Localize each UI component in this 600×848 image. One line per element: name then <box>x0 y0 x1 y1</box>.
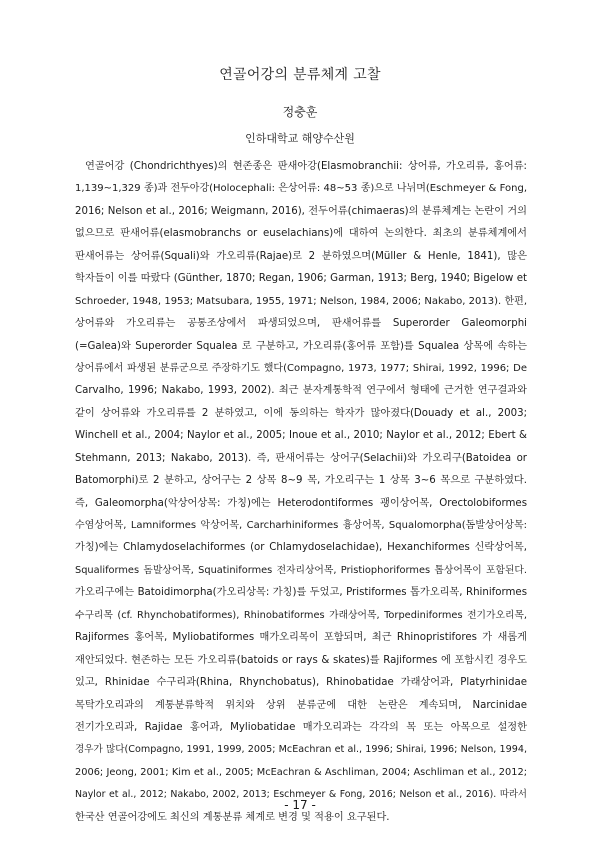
body-line: 목탁가오리과의 계통분류학적 위치와 상위 분류군에 대한 논란은 계속되며, Narcinidae <box>75 699 527 711</box>
body-line: 2016; Nelson et al., 2016; Weigmann, 2016), 전두어류(chimaeras)의 분류체계는 논란이 거의 <box>75 205 527 217</box>
paper-title: 연골어강의 분류체계 고찰 <box>219 67 381 83</box>
body-line: Stehmann, 2013; Nakabo, 2013). 즉, 판새어류는 상어구(Selachii)와 가오리구(Batoidea or <box>75 452 527 464</box>
body-line: 학자들이 이를 따랐다 (Günther, 1870; Regan, 1906; Garman, 1913; Berg, 1940; Bigelow et <box>75 273 527 285</box>
body-line: 2006; Jeong, 2001; Kim et al., 2005; McEachran & Aschliman, 2004; Aschliman et al., 2012; <box>75 766 527 778</box>
body-line: (=Galea)와 Superorder Squalea 로 구분하고, 가오리류(홍어류 포함)를 Squalea 상목에 속하는 <box>75 340 527 352</box>
body-line: Squaliformes 돔발상어목, Squatiniformes 전자리상어목, Pristiophoriformes 톱상어목이 포함된다. <box>75 564 527 576</box>
abstract-body <box>75 156 527 829</box>
body-line: 재안되었다. 현존하는 모든 가오리류(batoids or rays & skates)를 Rajiformes 에 포함시킨 경우도 <box>75 654 527 666</box>
body-line: Naylor et al., 2012; Nakabo, 2002, 2013; Eschmeyer & Fong, 2016; Nelson et al., 2016). 따라서 <box>75 789 527 801</box>
body-line: 가칭)에는 Chlamydoselachiformes (or Chlamydoselachidae), Hexanchiformes 신락상어목, <box>75 542 527 554</box>
author-name: 정충훈 <box>282 105 318 119</box>
body-line: 같이 상어류와 가오리류를 2 분하였고, 이에 동의하는 학자가 많아졌다(Douady et al., 2003; <box>75 407 527 419</box>
body-line: 경우가 많다(Compagno, 1991, 1999, 2005; McEachran et al., 1996; Shirai, 1996; Nelson, 1994, <box>75 744 527 756</box>
body-line: Schroeder, 1948, 1953; Matsubara, 1955, 1971; Nelson, 1984, 2006; Nakabo, 2013). 한편, <box>75 295 527 307</box>
body-line: 1,139~1,329 종)과 전두아강(Holocephali: 은상어류: 48~53 종)으로 나뉘며(Eschmeyer & Fong, <box>75 183 527 195</box>
body-line: 없으므로 판새어류(elasmobranchs or euselachians)에 대하여 논의한다. 최초의 분류체계에서 <box>75 228 527 240</box>
body-line: 한국산 연골어강에도 최신의 계통분류 체계로 변경 및 적용이 요구된다. <box>75 811 390 823</box>
body-line: Rajiformes 홍어목, Myliobatiformes 매가오리목이 포함되며, 최근 Rhinopristifores 가 새롭게 <box>75 632 527 644</box>
body-line: 수구리목 (cf. Rhynchobatiformes), Rhinobatiformes 가래상어목, Torpediniformes 전기가오리목, <box>75 609 527 621</box>
body-line: Winchell et al., 2004; Naylor et al., 2005; Inoue et al., 2010; Naylor et al., 2012; Ebert & <box>75 430 527 442</box>
body-line: 있고, Rhinidae 수구리과(Rhina, Rhynchobatus), Rhinobatidae 가래상어과, Platyrhinidae <box>75 677 527 689</box>
author-affiliation: 인하대학교 해양수산원 <box>245 132 355 145</box>
body-line: 연골어강 (Chondrichthyes)의 현존종은 판새아강(Elasmobranchii: 상어류, 가오리류, 홍어류: <box>85 161 527 172</box>
page-number: - 17 - <box>284 798 316 812</box>
body-line: 상어류와 가오리류는 공통조상에서 파생되었으며, 판새어류를 Superorder Galeomorphi <box>75 318 527 330</box>
body-line: 즉, Galeomorpha(악상어상목: 가칭)에는 Heterodontiformes 괭이상어목, Orectolobiformes <box>75 497 527 509</box>
body-line: 전기가오리과, Rajidae 홍어과, Myliobatidae 매가오리과는 각각의 목 또는 아목으로 설정한 <box>75 721 527 733</box>
body-line: 판새어류는 상어류(Squali)와 가오리류(Rajae)로 2 분하였으며(Müller & Henle, 1841), 많은 <box>75 250 527 262</box>
body-line: 수염상어목, Lamniformes 악상어목, Carcharhiniformes 흉상어목, Squalomorpha(돔발상어상목: <box>75 520 527 531</box>
body-line: 가오리구에는 Batoidimorpha(가오리상목: 가칭)를 두었고, Pristiformes 톱가오리목, Rhiniformes <box>75 587 527 599</box>
body-line: Carvalho, 1996; Nakabo, 1993, 2002). 최근 분자계통학적 연구에서 형태에 근거한 연구결과와 <box>75 385 527 397</box>
body-line: 상어류에서 파생된 분류군으로 주장하기도 했다(Compagno, 1973, 1977; Shirai, 1992, 1996; De <box>75 362 527 374</box>
body-line: Batomorphi)로 2 분하고, 상어구는 2 상목 8~9 목, 가오리구는 1 상목 3~6 목으로 구분하였다. <box>75 475 527 487</box>
